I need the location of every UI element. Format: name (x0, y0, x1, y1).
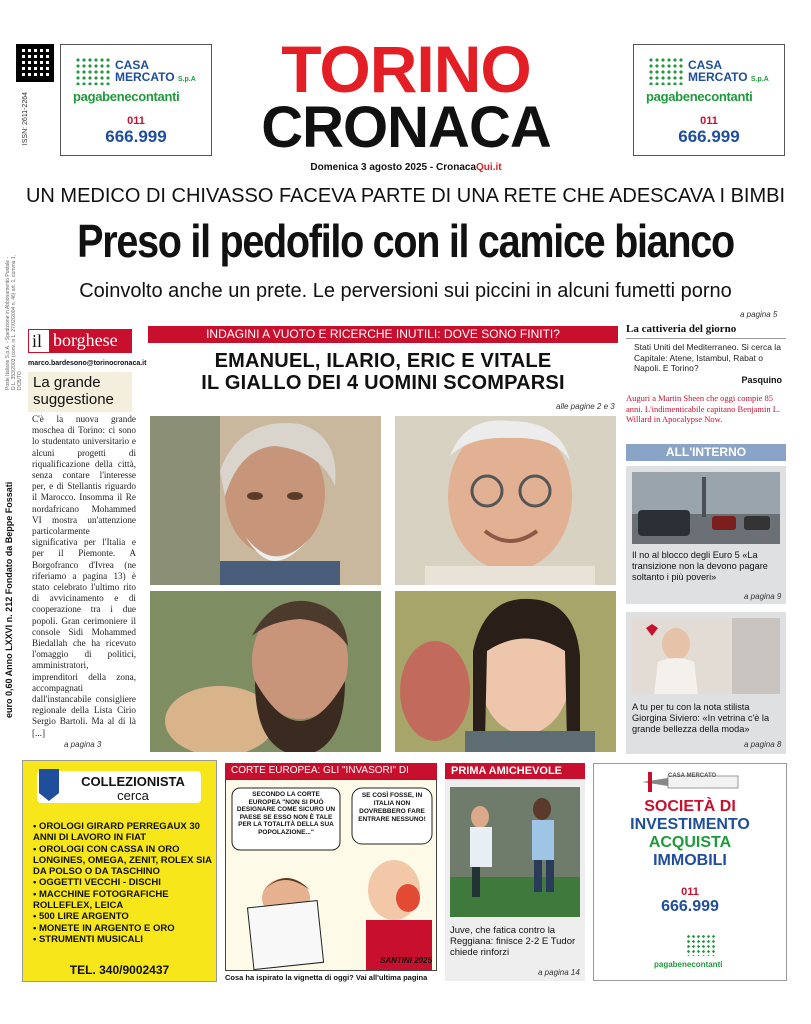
football-photo (450, 787, 580, 917)
societa-brand: CASA MERCATO (668, 773, 717, 779)
collezionista-item: • OROLOGI CON CASSA IN ORO LONGINES, OMEGA, ZENIT, ROLEX SIA DA POLSO O DA TASCHINO (33, 844, 213, 878)
photo-missing-man-4[interactable] (393, 589, 618, 754)
photo-missing-man-3[interactable] (148, 589, 383, 754)
cartoon-signature: SANTINI 2025 (380, 956, 433, 965)
photo-missing-man-2[interactable] (393, 414, 618, 587)
amichevole-page-ref[interactable]: a pagina 14 (538, 968, 580, 977)
borghese-email[interactable]: marco.bardesono@torinocronaca.it (28, 360, 147, 367)
auguri-note: Auguri a Martin Sheen che oggi compie 85 anni. L'indimenticabile capitano Benjamin L. Willard in Apocalypse Now. (626, 393, 781, 424)
issn: ISSN: 2611-2264 (22, 92, 29, 146)
borghese-header: il borghese (28, 329, 132, 353)
amichevole-header: PRIMA AMICHEVOLE (445, 763, 585, 779)
casa-mercato-logo-icon (648, 57, 684, 85)
collezionista-phone[interactable]: TEL. 340/9002437 (69, 963, 170, 977)
lead-deck: Coinvolto anche un prete. Le perversioni sui piccini in alcuni fumetti porno (79, 280, 732, 302)
lead-page-ref[interactable]: a pagina 5 (740, 310, 778, 319)
cattiveria-divider (626, 338, 786, 339)
collezionista-item: • OROLOGI GIRARD PERREGAUX 30 ANNI DI LAVORO IN FIAT (33, 821, 213, 844)
collezionista-ad[interactable]: COLLEZIONISTA cerca • OROLOGI GIRARD PERREGAUX 30 ANNI DI LAVORO IN FIAT • OROLOGI CON CASSA IN ORO LONGINES, OMEGA, ZENIT, ROLEX SIA DA POLSO O DA TASCHINO • OGGETTI VECCHI - DISCHI • MACCHINE FOTOGRAFICHE ROLLEFLEX, LEICA • 500 LIRE ARGENTO • MONETE IN ARGENTO E ORO • STRUMENTI MUSICALI TEL. 340/9002437 (22, 760, 217, 982)
collezionista-item: • 500 LIRE ARGENTO (33, 911, 213, 922)
collezionista-item: • MACCHINE FOTOGRAFICHE ROLLEFLEX, LEICA (33, 889, 213, 912)
societa-investimento-ad[interactable]: CASA MERCATO SOCIETÀ DI INVESTIMENTO ACQUISTA IMMOBILI 011 666.999 pagabenecontanti (593, 763, 787, 981)
traffic-photo (632, 472, 780, 544)
cattiveria-body: Stati Uniti del Mediterraneo. Si cerca la Capitale: Atene, Istambul, Rabat o Napoli. E Torino? (634, 342, 781, 373)
stylist-photo (632, 618, 780, 694)
amichevole-text: Juve, che fatica contro la Reggiana: finisce 2-2 E Tudor chiede rinforzi (450, 925, 576, 958)
collezionista-list (33, 821, 213, 945)
interno-item-1-ref[interactable]: a pagina 9 (744, 592, 782, 601)
collezionista-item: • MONETE IN ARGENTO E ORO (33, 923, 213, 934)
logo-torino[interactable]: TORINO (281, 32, 531, 106)
cattiveria-signature: Pasquino (741, 375, 782, 385)
tag-icon (37, 767, 61, 803)
borghese-page-ref[interactable]: a pagina 3 (64, 740, 102, 749)
all-interno-header: ALL'INTERNO (626, 444, 786, 461)
feature-title[interactable]: EMANUEL, ILARIO, ERIC E VITALE IL GIALLO DEI 4 UOMINI SCOMPARSI (201, 350, 565, 394)
interno-item-1[interactable]: Il no al blocco degli Euro 5 «La transizione non la devono pagare soltanto i più poveri» a pagina 9 (626, 466, 786, 604)
collezionista-item: • OGGETTI VECCHI - DISCHI (33, 877, 213, 888)
casa-mercato-logo-icon (686, 934, 716, 956)
feature-page-ref[interactable]: alle pagine 2 e 3 (556, 402, 615, 411)
societa-slogan: pagabenecontanti (654, 960, 723, 969)
interno-item-2[interactable]: A tu per tu con la nota stilista Giorgina Siviero: «In vetrina c'è la grande bellezza della moda» a pagina 8 (626, 612, 786, 754)
issue-info: euro 0,60 Anno LXXVI n. 212 Fondato da Beppe Fossati (4, 481, 14, 718)
qr-code (16, 44, 54, 82)
borghese-body: C'è la nuova grande moschea di Torino: ci sono lo studentato universitario e alcuni progetti di riqualificazione della città, senza contare l'interesse per, e di Stellantis riguardo il Marocco. Insomma il Re nordafricano Mohammed VI mostra un'attenzione particolarmente significativa per l'Italia e per il Piemonte. A Borgofranco d'Ivrea (ne riferiamo a pagina 13) è stato celebrato l'ultimo rito di avvicinamento e di cooperazione tra i due popoli. Gran cerimoniere il console Sidi Mohammed Biedallah che ha ricevuto l'omaggio di politici, amministratori, imprenditori della zona, accompagnati dall'instancabile consigliere regionale della Lista Cirio Sergio Bartoli. Ma al di là [...] (32, 414, 136, 738)
casa-mercato-logo-icon (75, 57, 111, 85)
vignetta-caption[interactable]: Cosa ha ispirato la vignetta di oggi? Vai all'ultima pagina (225, 973, 428, 982)
societa-phone[interactable]: 666.999 (661, 898, 719, 915)
cartoon-bubble-2: SE COSÌ FOSSE, IN ITALIA NON DOVREBBERO FARE ENTRARE NESSUNO! (358, 792, 426, 823)
casa-mercato-ad-left[interactable]: CASA MERCATO S.p.A pagabenecontanti 011 666.999 (60, 44, 212, 156)
logo-cronaca[interactable]: CRONACA (261, 95, 551, 160)
cattiveria-title: La cattiveria del giorno (626, 323, 737, 335)
vignetta-cartoon[interactable] (225, 779, 437, 971)
casa-mercato-ad-right[interactable]: CASA MERCATO S.p.A pagabenecontanti 011 666.999 (633, 44, 785, 156)
feature-kicker: INDAGINI A VUOTO E RICERCHE INUTILI: DOVE SONO FINITI? (148, 326, 618, 343)
borghese-title[interactable]: La grande suggestione (28, 372, 132, 412)
lead-headline[interactable]: Preso il pedofilo con il camice bianco (77, 215, 734, 267)
dateline: Domenica 3 agosto 2025 - CronacaQui.it (310, 162, 502, 173)
lead-kicker: UN MEDICO DI CHIVASSO FACEVA PARTE DI UNA RETE CHE ADESCAVA I BIMBI (25, 185, 786, 207)
interno-item-2-ref[interactable]: a pagina 8 (744, 740, 782, 749)
postal-info: Poste Italiane S.p.A. - Spedizione in Abbonamento Postale - D.L. 353/2003 (conv. in L. 27/02/2004 n. 46) art. 1, comma 1, DCB/TO (5, 255, 23, 390)
collezionista-item: • STRUMENTI MUSICALI (33, 934, 213, 945)
photo-missing-man-1[interactable] (148, 414, 383, 587)
cartoon-bubble-1: SECONDO LA CORTE EUROPEA "NON SI PUÒ DESIGNARE COME SICURO UN PAESE SE ESSO NON È TALE PER LA TOTALITÀ DELLA SUA POPOLAZIONE..." (236, 791, 336, 836)
vignetta-header: CORTE EUROPEA: GLI "INVASORI" DI (225, 763, 437, 779)
